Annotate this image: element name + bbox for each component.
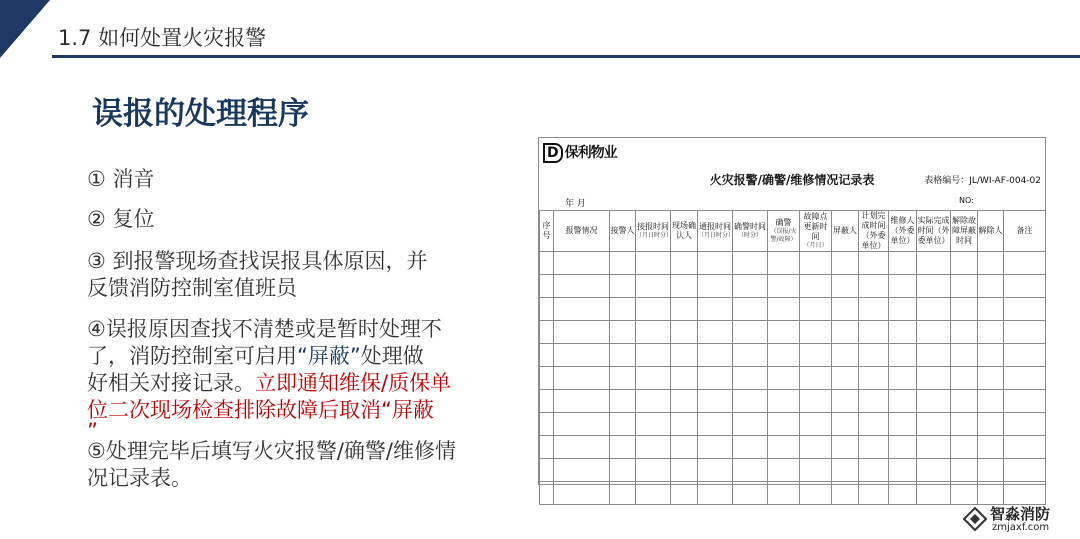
table-cell [610,298,636,321]
table-cell [832,436,859,459]
table-cell [800,275,832,298]
table-cell [859,482,889,505]
table-cell [951,321,978,344]
column-header [978,211,1004,252]
table-cell [889,413,917,436]
step-2: ② 复位 [87,207,155,231]
table-cell [800,367,832,390]
table-cell [554,367,610,390]
table-cell [859,298,889,321]
table-cell [610,367,636,390]
table-cell [554,275,610,298]
record-form-image [538,137,1046,485]
table-cell [671,344,698,367]
column-header-label: 报警情况 [565,226,598,235]
table-row [540,390,1046,413]
column-header-label: 接报时间 [637,222,669,231]
slide-heading: 误报的处理程序 [92,96,309,132]
year-month-label: 年 月 [565,199,586,209]
table-cell [636,344,671,367]
table-cell [768,436,800,459]
table-cell [671,459,698,482]
table-cell [610,275,636,298]
table-cell [768,298,800,321]
column-header [636,211,671,252]
table-cell [917,321,951,344]
table-cell [800,321,832,344]
column-header-sublabel: （月日） [803,242,828,249]
table-cell [540,275,554,298]
table-cell [554,459,610,482]
column-header-label: 备注 [1016,226,1033,235]
column-header-sublabel: （月日时分） [698,232,735,239]
fire-logo-icon [962,506,988,532]
table-cell [554,321,610,344]
table-cell [800,252,832,275]
table-cell [636,482,671,505]
table-cell [733,367,768,390]
table-cell [554,298,610,321]
table-cell [800,344,832,367]
table-cell [832,367,859,390]
table-cell [859,390,889,413]
table-cell [698,252,733,275]
table-cell [1004,390,1046,413]
section-title: 1.7 如何处置火灾报警 [58,26,267,50]
form-title: 火灾报警/确警/维修情况记录表 [709,173,875,187]
step-4-line-4: 位二次现场检查排除故障后取消“屏蔽 [87,398,434,422]
step-4-record-text: 好相关对接记录。 [87,371,255,395]
column-header [733,211,768,252]
table-cell [1004,459,1046,482]
table-cell [768,413,800,436]
table-cell [889,298,917,321]
table-cell [610,390,636,413]
logo-d-icon: D [543,143,563,163]
table-row [540,321,1046,344]
table-cell [951,459,978,482]
table-cell [540,413,554,436]
table-cell [554,482,610,505]
table-cell [610,459,636,482]
table-cell [859,413,889,436]
table-cell [698,390,733,413]
table-cell [917,298,951,321]
table-cell [636,321,671,344]
column-header-label: 解除故障屏蔽时间 [952,216,976,245]
step-4-text: 了，消防控制室可启用 [87,344,297,368]
table-cell [698,413,733,436]
table-row [540,252,1046,275]
table-cell [978,298,1004,321]
table-cell [917,275,951,298]
table-cell [636,367,671,390]
table-cell [540,436,554,459]
table-cell [540,252,554,275]
step-4-line-2 [87,343,451,370]
table-cell [636,459,671,482]
table-row [540,367,1046,390]
table-cell [698,459,733,482]
step-3-line-2: 反馈消防控制室值班员 [87,276,297,300]
column-header-label: 确警 [775,218,792,227]
table-cell [554,344,610,367]
table-cell [671,413,698,436]
shield-quote: “屏蔽” [297,344,361,368]
table-cell [671,275,698,298]
column-header-label: 故障点更新时间 [803,212,828,241]
column-header [1004,211,1046,252]
record-no-label: NO: [959,196,974,205]
table-cell [917,344,951,367]
table-cell [733,252,768,275]
step-4 [87,316,452,443]
table-cell [671,298,698,321]
table-header-row [540,211,1046,252]
table-cell [978,436,1004,459]
table-cell [1004,321,1046,344]
table-cell [1004,252,1046,275]
table-cell [733,482,768,505]
table-cell [698,367,733,390]
column-header-sublabel: （误报/火警/故障） [770,228,797,243]
column-header [698,211,733,252]
table-cell [917,459,951,482]
header-divider [52,55,1080,58]
table-cell [636,436,671,459]
column-header [889,211,917,252]
step-5 [87,438,456,492]
column-header-label: 屏蔽人 [833,226,857,235]
table-cell [951,413,978,436]
table-cell [889,321,917,344]
table-cell [1004,413,1046,436]
table-cell [636,298,671,321]
column-header-label: 实际完成时间（外委单位） [917,216,950,245]
table-cell [917,482,951,505]
column-header [800,211,832,252]
table-cell [610,482,636,505]
column-header-label: 计划完成时间（外委单位） [861,211,886,250]
table-cell [610,413,636,436]
table-cell [859,344,889,367]
table-cell [671,436,698,459]
table-cell [951,367,978,390]
table-cell [768,367,800,390]
table-cell [610,321,636,344]
table-cell [832,298,859,321]
table-cell [889,390,917,413]
table-cell [832,275,859,298]
table-cell [889,436,917,459]
table-cell [951,390,978,413]
step-4-red-text: 立即通知维保/质保单 [255,371,452,395]
company-logo [543,142,617,163]
table-cell [768,321,800,344]
table-cell [1004,344,1046,367]
table-cell [832,390,859,413]
step-4-line-5: ” [87,419,98,443]
table-cell [800,298,832,321]
column-header-sublabel: （时分） [737,232,762,239]
table-cell [671,252,698,275]
step-4-line-3 [87,370,451,397]
table-cell [698,321,733,344]
table-cell [540,344,554,367]
table-cell [978,275,1004,298]
record-table [539,210,1046,505]
column-header-label: 接警人 [610,226,635,235]
step-5-line-2: 况记录表。 [87,466,192,490]
table-cell [832,321,859,344]
column-header-label: 维修人（外委单位） [890,216,915,245]
step-4-line-1: ④误报原因查找不清楚或是暂时处理不 [87,317,442,341]
table-cell [671,367,698,390]
table-cell [768,344,800,367]
column-header [540,211,554,252]
column-header [671,211,698,252]
table-cell [636,390,671,413]
table-cell [671,482,698,505]
table-row [540,344,1046,367]
table-cell [540,390,554,413]
table-cell [636,252,671,275]
table-cell [554,413,610,436]
table-cell [1004,275,1046,298]
column-header-sublabel: （月日时分） [636,232,673,239]
table-cell [800,436,832,459]
step-4-text-tail: 处理做 [360,344,424,368]
table-cell [800,413,832,436]
corner-accent-triangle [0,0,50,58]
table-cell [540,482,554,505]
column-header-label: 现场确认人 [672,221,696,240]
table-cell [636,275,671,298]
table-cell [610,344,636,367]
table-cell [978,390,1004,413]
column-header-label: 序号 [542,221,551,240]
table-cell [768,459,800,482]
table-cell [698,344,733,367]
table-cell [733,459,768,482]
table-cell [1004,367,1046,390]
table-cell [832,344,859,367]
table-cell [978,344,1004,367]
table-cell [540,367,554,390]
table-row [540,413,1046,436]
table-cell [733,344,768,367]
table-cell [768,252,800,275]
table-cell [978,413,1004,436]
logo-text: 保利物业 [564,145,617,161]
column-header-label: 通报时间 [699,222,731,231]
table-cell [889,275,917,298]
table-cell [978,459,1004,482]
table-cell [698,298,733,321]
table-cell [768,275,800,298]
table-cell [733,298,768,321]
table-cell [917,413,951,436]
table-cell [800,482,832,505]
table-row [540,436,1046,459]
table-cell [889,459,917,482]
table-cell [832,459,859,482]
table-row [540,275,1046,298]
table-cell [889,252,917,275]
table-cell [733,413,768,436]
table-cell [917,436,951,459]
column-header-label: 确警时间 [734,222,766,231]
table-cell [1004,436,1046,459]
column-header [859,211,889,252]
column-header [554,211,610,252]
form-number: 表格编号：JL/WI-AF-004-02 [924,176,1041,186]
table-cell [859,321,889,344]
table-cell [800,390,832,413]
watermark-url: zmjaxf.com [992,522,1050,533]
column-header [832,211,859,252]
table-cell [978,252,1004,275]
table-cell [733,436,768,459]
column-header-label: 解除人 [978,226,1003,235]
column-header [610,211,636,252]
table-cell [832,413,859,436]
table-cell [832,482,859,505]
table-cell [768,482,800,505]
table-cell [698,275,733,298]
table-cell [917,252,951,275]
table-cell [917,367,951,390]
table-row [540,298,1046,321]
table-cell [859,252,889,275]
table-cell [554,252,610,275]
table-cell [859,436,889,459]
table-cell [889,482,917,505]
column-header [768,211,800,252]
step-1: ① 消音 [87,167,155,191]
table-cell [733,321,768,344]
table-cell [554,390,610,413]
table-cell [951,275,978,298]
table-cell [978,367,1004,390]
table-cell [671,390,698,413]
watermark [962,502,1080,536]
table-cell [951,436,978,459]
table-cell [671,321,698,344]
table-cell [540,321,554,344]
table-cell [832,252,859,275]
column-header [951,211,978,252]
table-cell [540,459,554,482]
step-3-line-1: ③ 到报警现场查找误报具体原因，并 [87,249,428,273]
table-cell [951,298,978,321]
table-cell [698,482,733,505]
column-header [917,211,951,252]
table-cell [859,367,889,390]
table-cell [733,275,768,298]
table-cell [540,298,554,321]
table-cell [889,367,917,390]
table-cell [733,390,768,413]
table-cell [859,459,889,482]
table-cell [768,390,800,413]
table-cell [889,344,917,367]
table-cell [978,321,1004,344]
step-5-line-1: ⑤处理完毕后填写火灾报警/确警/维修情 [87,439,456,463]
table-cell [610,252,636,275]
table-cell [636,413,671,436]
table-row [540,459,1046,482]
watermark-title: 智淼消防 [990,505,1051,523]
table-cell [917,390,951,413]
table-cell [859,275,889,298]
table-cell [1004,298,1046,321]
table-cell [698,436,733,459]
table-cell [554,436,610,459]
table-cell [951,252,978,275]
table-cell [951,344,978,367]
table-body [540,252,1046,505]
table-cell [610,436,636,459]
step-3 [87,248,428,302]
table-cell [800,459,832,482]
